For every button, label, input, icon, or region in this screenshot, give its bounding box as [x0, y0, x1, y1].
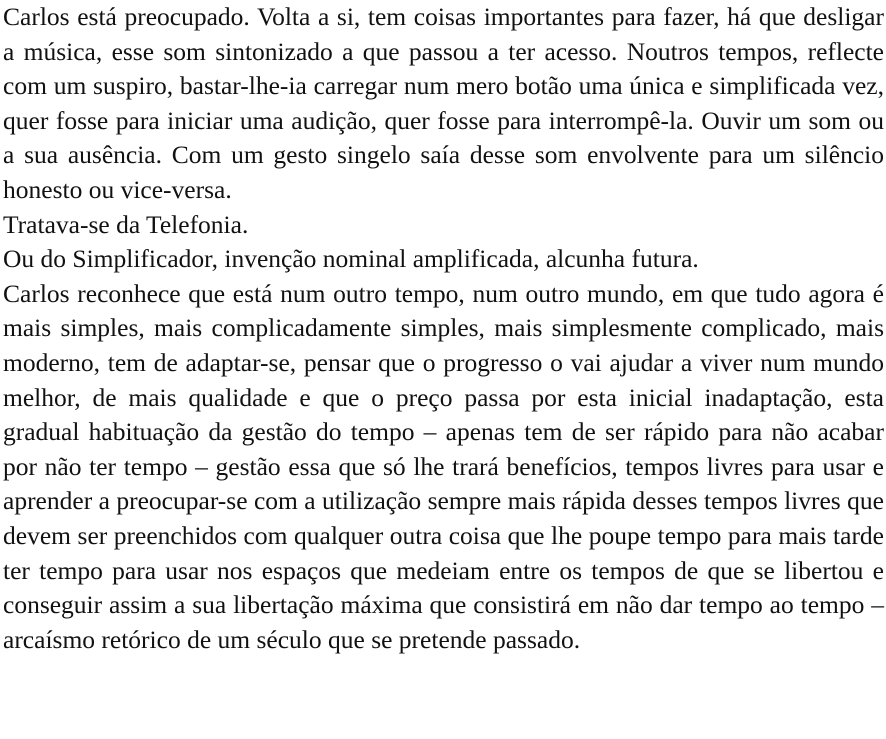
- paragraph-outro-tempo: Carlos reconhece que está num outro tempo, num outro mundo, em que tudo agora é mais simples, mais complicadamente simples, mais simplesmente complicado, mais moderno, tem de adaptar-se, pensar que o progresso o vai ajudar a viver num mundo melhor, de mais qualidade e que o preço passa por esta inicial inadaptação, esta gradual habituação da gestão do tempo – apenas tem de ser rápido para não acabar por não ter tempo – gestão essa que só lhe trará benefícios, tempos livres para usar e aprender a preocupar-se com a utilização sempre mais rápida desses tempos livres que devem ser preenchidos com qualquer outra coisa que lhe poupe tempo para mais tarde ter tempo para usar nos espaços que medeiam entre os tempos de que se libertou e conseguir assim a sua libertação máxima que consistirá em não dar tempo ao tempo – arcaísmo retórico de um século que se pretende passado.: [3, 278, 884, 654]
- paragraph-carlos-preocupado: Carlos está preocupado. Volta a si, tem coisas importantes para fazer, há que desligar a música, esse som sintonizado a que passou a ter acesso. Noutros tempos, reflecte com um suspiro, bastar-lhe-ia carregar num mero botão uma única e simplificada vez, quer fosse para iniciar uma audição, quer fosse para interrompê-la. Ouvir um som ou a sua ausência. Com um gesto singelo saía desse som envolvente para um silêncio honesto ou vice-versa.: [3, 2, 884, 204]
- paragraph-telefonia: Tratava-se da Telefonia.: [3, 209, 249, 239]
- paragraph-simplificador: Ou do Simplificador, invenção nominal amplificada, alcunha futura.: [3, 244, 699, 274]
